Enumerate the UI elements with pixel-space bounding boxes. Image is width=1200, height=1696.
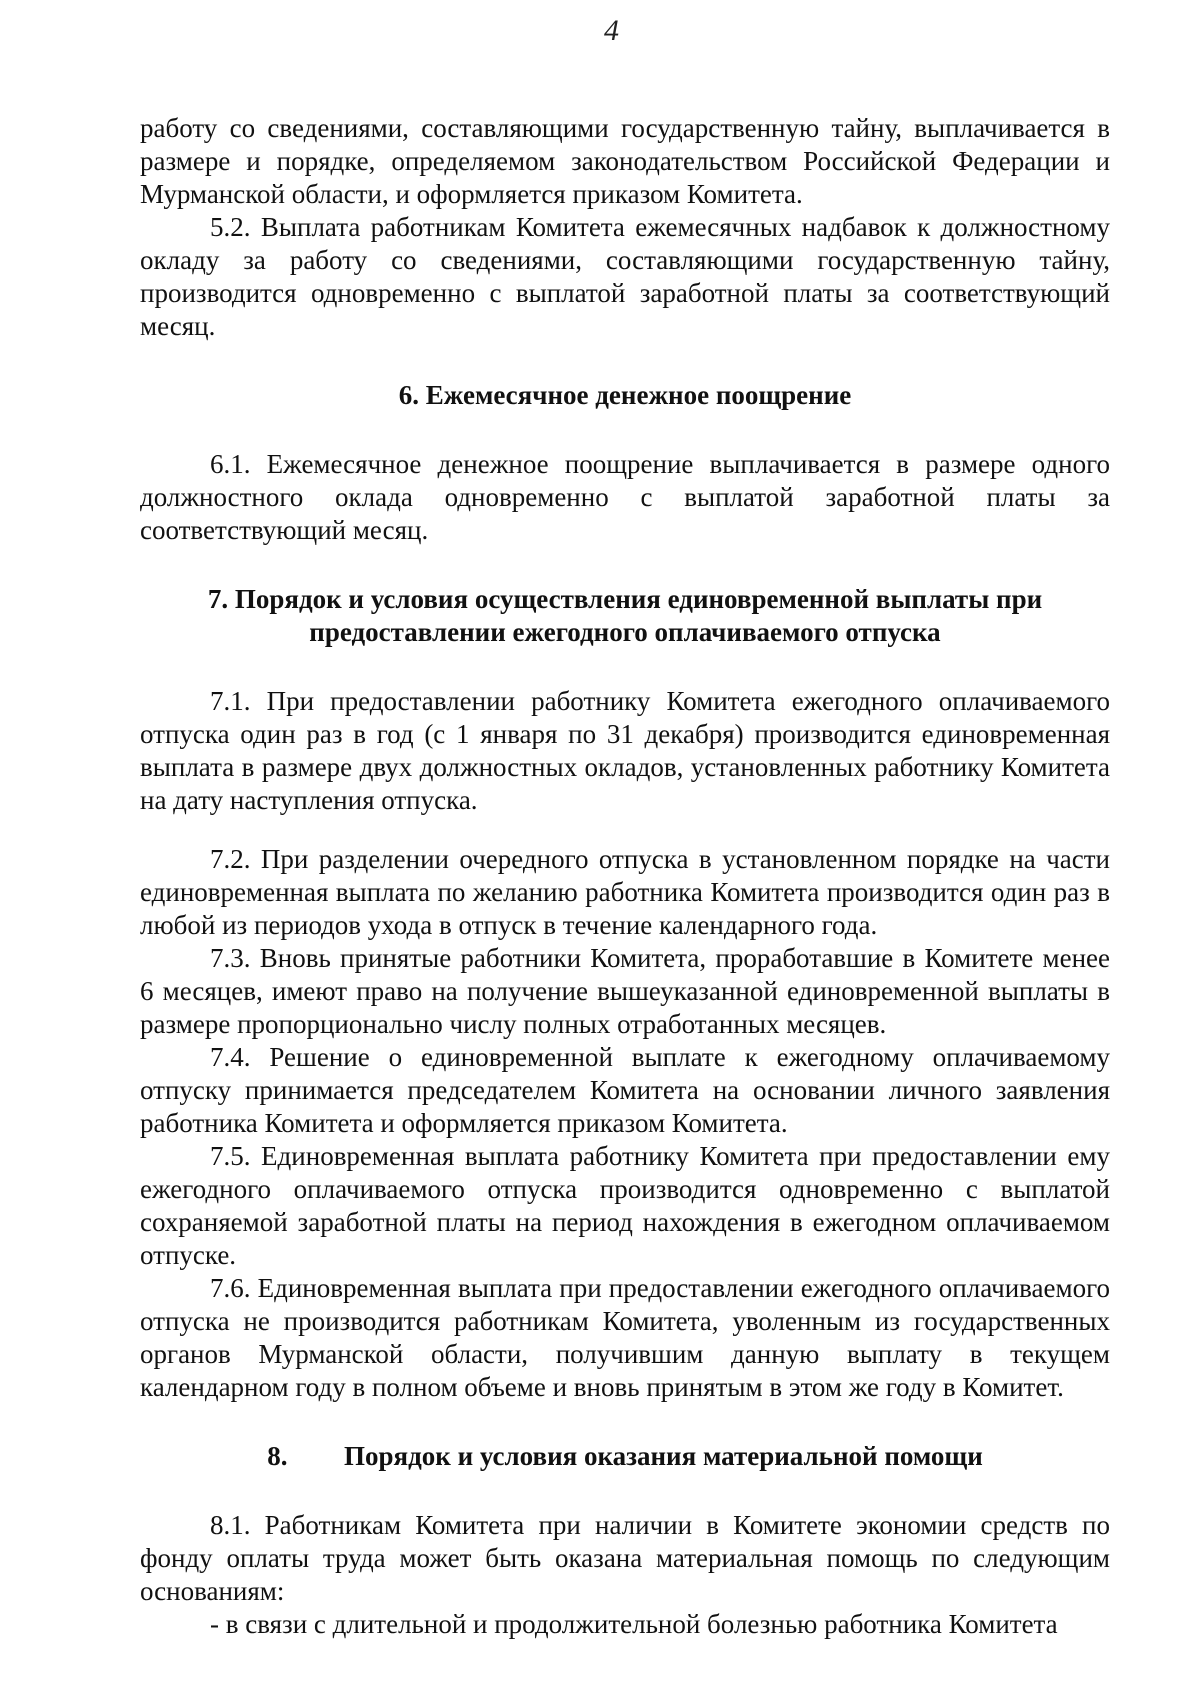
paragraph-5-2: 5.2. Выплата работникам Комитета ежемесячных надбавок к должностному окладу за работу со сведениями, составляющими государственную тайну, производится одновременно с выплатой заработной платы за соответствующий месяц. <box>140 212 1110 341</box>
document-body <box>140 112 1110 1641</box>
section-heading-8-number: 8. <box>267 1441 288 1471</box>
paragraph-6-1: 6.1. Ежемесячное денежное поощрение выплачивается в размере одного должностного оклада одновременно с выплатой заработной платы за соответствующий месяц. <box>140 449 1110 545</box>
paragraph-continuation: работу со сведениями, составляющими государственную тайну, выплачивается в размере и порядке, определяемом законодательством Российской Федерации и Мурманской области, и оформляется приказом Комитета. <box>140 113 1110 209</box>
paragraph-8-1: 8.1. Работникам Комитета при наличии в Комитете экономии средств по фонду оплаты труда может быть оказана материальная помощь по следующим основаниям: <box>140 1510 1110 1606</box>
paragraph-7-4: 7.4. Решение о единовременной выплате к ежегодному оплачиваемому отпуску принимается председателем Комитета на основании личного заявления работника Комитета и оформляется приказом Комитета. <box>140 1042 1110 1138</box>
section-heading-7-line2: предоставлении ежегодного оплачиваемого отпуска <box>309 617 941 647</box>
paragraph-7-6: 7.6. Единовременная выплата при предоставлении ежегодного оплачиваемого отпуска не производится работникам Комитета, уволенным из государственных органов Мурманской области, получившим данную выплату в текущем календарном году в полном объеме и вновь принятым в этом же году в Комитет. <box>140 1273 1110 1402</box>
paragraph-7-1: 7.1. При предоставлении работнику Комитета ежегодного оплачиваемого отпуска один раз в год (с 1 января по 31 декабря) производится единовременная выплата в размере двух должностных окладов, установленных работнику Комитета на дату наступления отпуска. <box>140 686 1110 815</box>
section-heading-7-line1: 7. Порядок и условия осуществления единовременной выплаты при <box>207 584 1043 614</box>
paragraph-7-2: 7.2. При разделении очередного отпуска в установленном порядке на части единовременная выплата по желанию работника Комитета производится один раз в любой из периодов ухода в отпуск в течение календарного года. <box>140 844 1110 940</box>
page-number: 4 <box>604 14 619 47</box>
section-heading-8-title: Порядок и условия оказания материальной помощи <box>343 1441 983 1471</box>
section-heading-6: 6. Ежемесячное денежное поощрение <box>398 380 852 410</box>
paragraph-8-1-item-1: - в связи с длительной и продолжительной болезнью работника Комитета <box>210 1609 1058 1639</box>
paragraph-7-3: 7.3. Вновь принятые работники Комитета, проработавшие в Комитете менее 6 месяцев, имеют право на получение вышеуказанной единовременной выплаты в размере пропорционально числу полных отработанных месяцев. <box>140 943 1110 1039</box>
paragraph-7-5: 7.5. Единовременная выплата работнику Комитета при предоставлении ему ежегодного оплачиваемого отпуска производится одновременно с выплатой сохраняемой заработной платы на период нахождения в ежегодном оплачиваемом отпуске. <box>140 1141 1110 1270</box>
section-heading-8 <box>140 1440 1110 1473</box>
